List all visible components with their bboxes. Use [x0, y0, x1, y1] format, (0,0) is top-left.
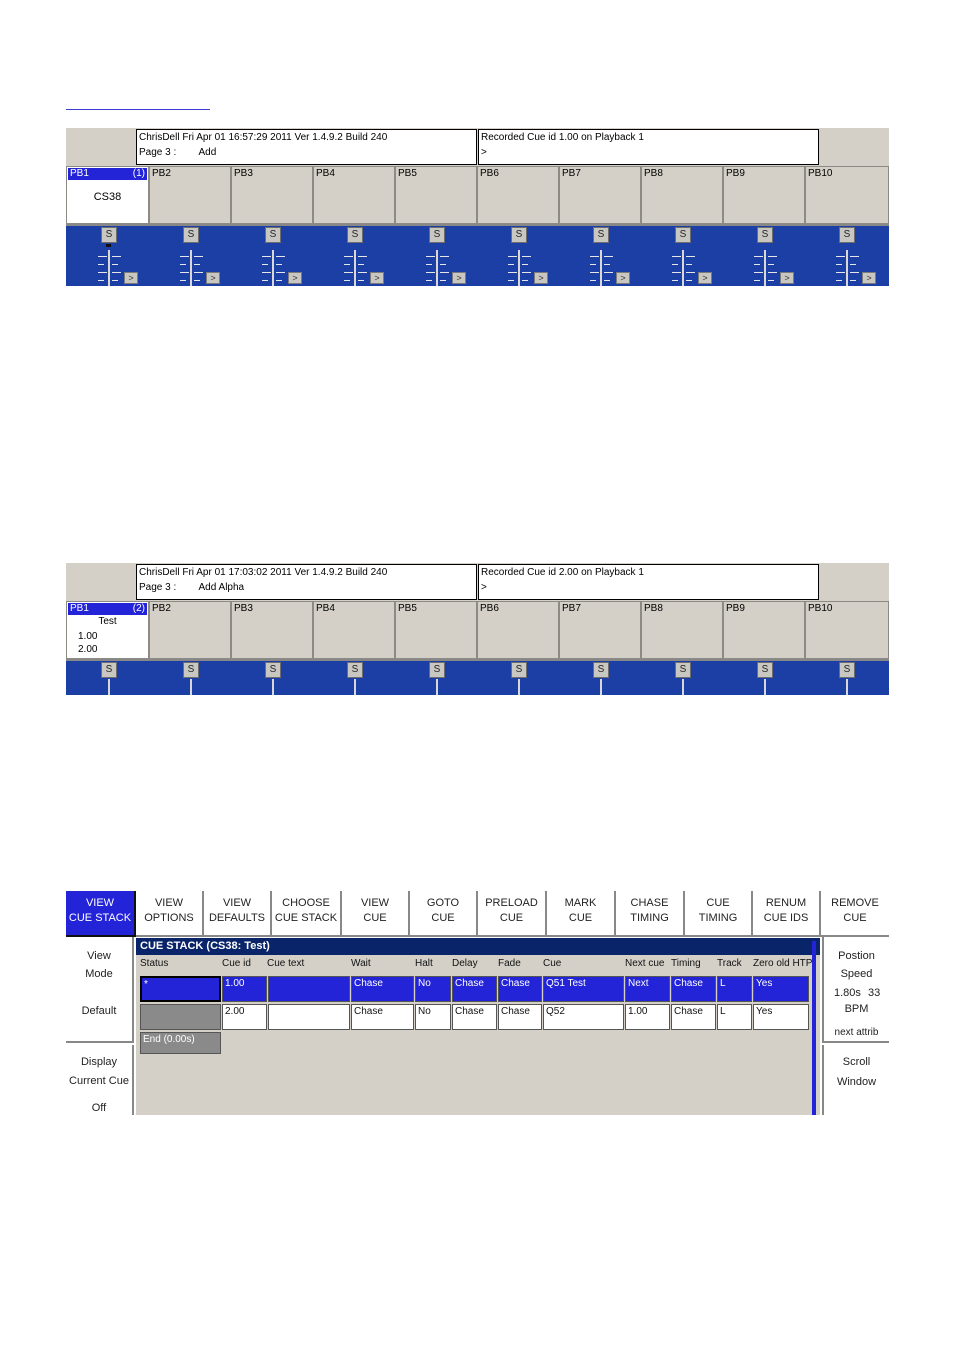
- solo-button[interactable]: S: [593, 662, 609, 678]
- fader-track[interactable]: [436, 679, 438, 695]
- fader-scale-mark: [590, 264, 596, 265]
- view-cue-button[interactable]: [342, 891, 410, 937]
- fader-expand-arrow[interactable]: >: [124, 272, 138, 284]
- message-text: Recorded Cue id 2.00 on Playback 1: [481, 567, 644, 578]
- playback-pb9[interactable]: [723, 166, 805, 224]
- pb-label: PB10: [808, 168, 833, 179]
- fader-track[interactable]: [190, 250, 192, 286]
- selected-indicator: [106, 244, 111, 247]
- fader-scale-mark: [850, 272, 859, 273]
- fader-scale-mark: [754, 280, 760, 281]
- playback-pb1[interactable]: [66, 601, 149, 659]
- fader-scale-mark: [426, 264, 432, 265]
- solo-button[interactable]: S: [839, 227, 855, 243]
- status-row: [66, 563, 889, 601]
- fader-scale-mark: [344, 264, 350, 265]
- message-box: [478, 564, 819, 600]
- fader-scale-mark: [262, 264, 268, 265]
- pb1-index: (1): [132, 168, 145, 179]
- fader-scale-mark: [836, 280, 842, 281]
- playback-pb6[interactable]: [477, 601, 559, 659]
- message-box: [478, 129, 819, 165]
- fader-track[interactable]: [108, 250, 110, 286]
- cell-wait[interactable]: Chase: [351, 976, 414, 1002]
- cell-cue-id[interactable]: 2.00: [222, 1004, 267, 1030]
- column-header-status[interactable]: Status: [140, 958, 169, 969]
- command-prompt[interactable]: >: [481, 582, 487, 593]
- fader-expand-arrow[interactable]: >: [616, 272, 630, 284]
- cell-cue[interactable]: Q51 Test: [543, 976, 624, 1002]
- status-info-box: [136, 564, 477, 600]
- fader-scale-mark: [508, 264, 514, 265]
- button-line1: MARK: [564, 897, 597, 909]
- view-cue-stack-button[interactable]: [66, 891, 136, 937]
- corner-box: [66, 563, 136, 601]
- button-line2: DEFAULTS: [208, 912, 266, 924]
- fader-scale-mark: [180, 264, 186, 265]
- playback-pb9[interactable]: [723, 601, 805, 659]
- fader-scale-mark: [358, 264, 364, 265]
- fader-scale-mark: [686, 272, 695, 273]
- playback-pb3[interactable]: [231, 601, 313, 659]
- fader-scale-mark: [194, 256, 203, 257]
- playback-pb4[interactable]: [313, 166, 395, 224]
- page-value: Add Alpha: [198, 582, 245, 593]
- status-text: ChrisDell Fri Apr 01 17:03:02 2011 Ver 1.4.9.2 Build 240: [139, 567, 388, 578]
- pb-label: PB9: [726, 168, 745, 179]
- fader-scale-mark: [850, 264, 856, 265]
- button-line1: VIEW: [360, 897, 390, 909]
- playback-pb7[interactable]: [559, 166, 641, 224]
- display-current-cue-button[interactable]: [66, 1045, 134, 1115]
- fader-track[interactable]: [682, 250, 684, 286]
- fader-scale-mark: [522, 264, 528, 265]
- fader-expand-arrow[interactable]: >: [288, 272, 302, 284]
- fader-bank: [66, 661, 889, 695]
- solo-button[interactable]: S: [429, 662, 445, 678]
- cell-fade[interactable]: Chase: [498, 1004, 542, 1030]
- fader-track[interactable]: [272, 679, 274, 695]
- solo-button[interactable]: S: [183, 662, 199, 678]
- fader-scale-mark: [440, 272, 449, 273]
- pb-label: PB6: [480, 603, 499, 614]
- status-info-box: [136, 129, 477, 165]
- button-line2: TIMING: [630, 912, 669, 924]
- button-line2: CUE: [843, 912, 867, 924]
- playback-pb7[interactable]: [559, 601, 641, 659]
- fader-scale-mark: [358, 272, 367, 273]
- button-line1: CHASE: [630, 897, 669, 909]
- fader-scale-mark: [604, 272, 613, 273]
- fader-scale-mark: [590, 280, 596, 281]
- solo-button[interactable]: S: [347, 662, 363, 678]
- cell-halt[interactable]: No: [415, 976, 451, 1002]
- fader-scale-mark: [276, 256, 285, 257]
- fader-scale-mark: [604, 280, 610, 281]
- fader-scale-mark: [98, 256, 107, 257]
- solo-button[interactable]: S: [511, 227, 527, 243]
- fader-track[interactable]: [764, 679, 766, 695]
- fader-scale-mark: [112, 256, 121, 257]
- fader-scale-mark: [180, 256, 189, 257]
- fader-scale-mark: [262, 272, 271, 273]
- column-header-timing[interactable]: Timing: [671, 958, 701, 969]
- button-line2: TIMING: [698, 912, 738, 924]
- fader-expand-arrow[interactable]: >: [780, 272, 794, 284]
- fader-scale-mark: [836, 272, 845, 273]
- playback-pb8[interactable]: [641, 601, 723, 659]
- view-label: View: [87, 950, 111, 962]
- playback-pb5[interactable]: [395, 166, 477, 224]
- fader-track[interactable]: [600, 250, 602, 286]
- fader-scale-mark: [754, 256, 763, 257]
- fader-track[interactable]: [272, 250, 274, 286]
- fader-expand-arrow[interactable]: >: [862, 272, 876, 284]
- pb-label: PB8: [644, 603, 663, 614]
- solo-button[interactable]: S: [839, 662, 855, 678]
- message-text: Recorded Cue id 1.00 on Playback 1: [481, 132, 644, 143]
- pb1-cue-stack-name: CS38: [93, 191, 122, 203]
- fader-scale-mark: [508, 280, 514, 281]
- fader-expand-arrow[interactable]: >: [534, 272, 548, 284]
- fader-scale-mark: [426, 256, 435, 257]
- pb1-header: [68, 603, 147, 615]
- button-line1: CHOOSE: [282, 897, 330, 909]
- button-line2: CUE: [431, 912, 455, 924]
- column-header-delay[interactable]: Delay: [452, 958, 478, 969]
- fader-scale-mark: [604, 256, 613, 257]
- fader-scale-mark: [440, 264, 446, 265]
- playback-row: [66, 166, 889, 226]
- fader-scale-mark: [768, 280, 774, 281]
- fader-scale-mark: [98, 272, 107, 273]
- fader-scale-mark: [426, 272, 435, 273]
- bpm-label: BPM: [844, 1003, 869, 1015]
- cue-stack-grid: [136, 938, 820, 1115]
- pb-label: PB7: [562, 603, 581, 614]
- cell-halt[interactable]: No: [415, 1004, 451, 1030]
- solo-button[interactable]: S: [265, 662, 281, 678]
- column-header-cue-id[interactable]: Cue id: [222, 958, 251, 969]
- cell-track[interactable]: L: [717, 976, 752, 1002]
- fader-scale-mark: [522, 272, 531, 273]
- pb-label: PB4: [316, 603, 335, 614]
- playback-pb5[interactable]: [395, 601, 477, 659]
- fader-bank: [66, 226, 889, 286]
- pb1-cue-id: 1.00: [78, 631, 98, 642]
- button-line1: PRELOAD: [485, 897, 538, 909]
- cue-timing-button[interactable]: [685, 891, 753, 937]
- fader-scale-mark: [112, 264, 118, 265]
- column-header-halt[interactable]: Halt: [415, 958, 433, 969]
- fader-scale-mark: [194, 280, 200, 281]
- scroll-label: Scroll: [842, 1056, 871, 1068]
- scroll-window-button[interactable]: [822, 1045, 889, 1115]
- page-value: Add: [198, 147, 217, 158]
- cell-wait[interactable]: Chase: [351, 1004, 414, 1030]
- pb1-index: (2): [132, 603, 145, 614]
- status-row: [66, 128, 889, 166]
- fader-scale-mark: [194, 264, 200, 265]
- fader-scale-mark: [672, 272, 681, 273]
- playback-pb2[interactable]: [149, 166, 231, 224]
- fader-track[interactable]: [354, 250, 356, 286]
- column-header-cue-text[interactable]: Cue text: [267, 958, 305, 969]
- cell-cue-text[interactable]: [268, 976, 350, 1002]
- fader-scale-mark: [522, 256, 531, 257]
- cell-delay[interactable]: Chase: [452, 976, 497, 1002]
- fader-scale-mark: [590, 256, 599, 257]
- solo-button[interactable]: S: [593, 227, 609, 243]
- cue-stack-end-row[interactable]: End (0.00s): [140, 1032, 221, 1054]
- solo-button[interactable]: S: [757, 227, 773, 243]
- fader-track[interactable]: [190, 679, 192, 695]
- fader-scale-mark: [98, 264, 104, 265]
- view-mode-button[interactable]: [66, 937, 134, 1043]
- fader-scale-mark: [262, 280, 268, 281]
- pb-label: PB9: [726, 603, 745, 614]
- view-options-button[interactable]: [136, 891, 204, 937]
- solo-button[interactable]: S: [265, 227, 281, 243]
- speed-value: 1.80s: [834, 987, 861, 999]
- pb-label: PB8: [644, 168, 663, 179]
- playback-pb10[interactable]: [805, 601, 889, 659]
- pb-label: PB4: [316, 168, 335, 179]
- pb-label: PB5: [398, 168, 417, 179]
- status-text: ChrisDell Fri Apr 01 16:57:29 2011 Ver 1.4.9.2 Build 240: [139, 132, 388, 143]
- pb-label: PB6: [480, 168, 499, 179]
- solo-button[interactable]: S: [101, 227, 117, 243]
- preload-cue-button[interactable]: [478, 891, 547, 937]
- solo-button[interactable]: S: [675, 662, 691, 678]
- fader-expand-arrow[interactable]: >: [698, 272, 712, 284]
- playback-pb2[interactable]: [149, 601, 231, 659]
- button-line2: OPTIONS: [144, 912, 194, 924]
- fader-scale-mark: [358, 256, 367, 257]
- fader-scale-mark: [508, 272, 517, 273]
- grid-scrollbar[interactable]: [812, 941, 816, 1115]
- fader-scale-mark: [850, 256, 859, 257]
- solo-button[interactable]: S: [183, 227, 199, 243]
- button-line1: VIEW: [222, 897, 252, 909]
- pb1-cue-id: 2.00: [78, 644, 98, 655]
- position-speed-button[interactable]: [822, 937, 889, 1043]
- current-cue-label: Current Cue: [69, 1075, 129, 1087]
- fader-scale-mark: [672, 280, 678, 281]
- fader-track[interactable]: [108, 679, 110, 695]
- playback-row: [66, 601, 889, 661]
- playback-pb8[interactable]: [641, 166, 723, 224]
- solo-button[interactable]: S: [347, 227, 363, 243]
- mark-cue-button[interactable]: [547, 891, 616, 937]
- fader-track[interactable]: [682, 679, 684, 695]
- playback-panel-2: [66, 563, 889, 695]
- fader-scale-mark: [590, 272, 599, 273]
- choose-cue-stack-button[interactable]: [272, 891, 342, 937]
- button-line1: REMOVE: [831, 897, 879, 909]
- cell-status[interactable]: [140, 1004, 221, 1030]
- column-header-wait[interactable]: Wait: [351, 958, 371, 969]
- fader-scale-mark: [440, 256, 449, 257]
- mode-label: Mode: [85, 968, 113, 980]
- fader-scale-mark: [344, 256, 353, 257]
- command-prompt[interactable]: >: [481, 147, 487, 158]
- playback-pb1[interactable]: [66, 166, 149, 224]
- fader-scale-mark: [768, 264, 774, 265]
- pb-label: PB3: [234, 603, 253, 614]
- solo-button[interactable]: S: [429, 227, 445, 243]
- pb-label: PB5: [398, 603, 417, 614]
- fader-scale-mark: [672, 256, 681, 257]
- mode-value: Default: [81, 1005, 117, 1017]
- fader-scale-mark: [262, 256, 271, 257]
- fader-track[interactable]: [518, 250, 520, 286]
- button-line1: VIEW: [85, 897, 115, 909]
- pb1-name: PB1: [70, 603, 89, 614]
- fader-scale-mark: [686, 280, 692, 281]
- solo-button[interactable]: S: [757, 662, 773, 678]
- playback-pb6[interactable]: [477, 166, 559, 224]
- cell-next-cue[interactable]: Next: [625, 976, 670, 1002]
- playback-pb4[interactable]: [313, 601, 395, 659]
- cell-cue[interactable]: Q52: [543, 1004, 624, 1030]
- fader-scale-mark: [686, 256, 695, 257]
- button-line2: CUE STACK: [68, 912, 132, 924]
- solo-button[interactable]: S: [675, 227, 691, 243]
- column-header-fade[interactable]: Fade: [498, 958, 521, 969]
- fader-scale-mark: [344, 272, 353, 273]
- pb-label: PB3: [234, 168, 253, 179]
- fader-track[interactable]: [600, 679, 602, 695]
- fader-scale-mark: [768, 272, 777, 273]
- button-line1: RENUM: [765, 897, 807, 909]
- display-label: Display: [80, 1056, 118, 1068]
- pb1-name: PB1: [70, 168, 89, 179]
- cell-fade[interactable]: Chase: [498, 976, 542, 1002]
- cell-timing[interactable]: Chase: [671, 1004, 716, 1030]
- cell-zero-old-htp[interactable]: Yes: [753, 1004, 809, 1030]
- fader-scale-mark: [358, 280, 364, 281]
- cue-stack-window: [66, 891, 889, 1115]
- hyperlink-underline[interactable]: [66, 108, 210, 110]
- fader-track[interactable]: [518, 679, 520, 695]
- cell-cue-text[interactable]: [268, 1004, 350, 1030]
- fader-track[interactable]: [764, 250, 766, 286]
- button-line1: VIEW: [154, 897, 184, 909]
- fader-scale-mark: [276, 272, 285, 273]
- solo-button[interactable]: S: [101, 662, 117, 678]
- cell-next-cue[interactable]: 1.00: [625, 1004, 670, 1030]
- next-attrib-label: next attrib: [834, 1027, 879, 1038]
- page-label: Page 3 :: [139, 147, 177, 158]
- pb1-cue-stack-name: Test: [98, 616, 117, 627]
- position-label: Postion: [838, 950, 875, 962]
- cell-delay[interactable]: Chase: [452, 1004, 497, 1030]
- pb-label: PB2: [152, 603, 171, 614]
- column-header-track[interactable]: Track: [717, 958, 742, 969]
- remove-cue-button[interactable]: [821, 891, 889, 937]
- fader-scale-mark: [194, 272, 203, 273]
- button-line2: CUE STACK: [274, 912, 338, 924]
- fader-scale-mark: [180, 280, 186, 281]
- speed-label: Speed: [840, 968, 873, 980]
- fader-scale-mark: [686, 264, 692, 265]
- fader-scale-mark: [508, 256, 517, 257]
- pb-label: PB2: [152, 168, 171, 179]
- display-value: Off: [91, 1102, 107, 1114]
- button-line2: CUE: [499, 912, 524, 924]
- corner-box: [66, 128, 136, 166]
- column-header-next-cue[interactable]: Next cue: [625, 958, 665, 969]
- cell-zero-old-htp[interactable]: Yes: [753, 976, 809, 1002]
- window-label: Window: [836, 1076, 877, 1088]
- cell-cue-id[interactable]: 1.00: [222, 976, 267, 1002]
- pb-label: PB10: [808, 603, 833, 614]
- fader-scale-mark: [112, 280, 118, 281]
- cell-track[interactable]: L: [717, 1004, 752, 1030]
- renum-cue-ids-button[interactable]: [753, 891, 821, 937]
- fader-expand-arrow[interactable]: >: [452, 272, 466, 284]
- button-line2: CUE IDS: [763, 912, 809, 924]
- fader-scale-mark: [180, 272, 189, 273]
- fader-expand-arrow[interactable]: >: [370, 272, 384, 284]
- fader-scale-mark: [768, 256, 777, 257]
- bpm-value: 33: [868, 987, 881, 999]
- fader-scale-mark: [344, 280, 350, 281]
- button-line1: GOTO: [426, 897, 460, 909]
- fader-scale-mark: [98, 280, 104, 281]
- goto-cue-button[interactable]: [410, 891, 478, 937]
- fader-scale-mark: [754, 272, 763, 273]
- pb1-header: [68, 168, 147, 180]
- pb-label: PB7: [562, 168, 581, 179]
- fader-track[interactable]: [436, 250, 438, 286]
- solo-button[interactable]: S: [511, 662, 527, 678]
- fader-scale-mark: [276, 280, 282, 281]
- fader-track[interactable]: [354, 679, 356, 695]
- column-header-zero-old-htp[interactable]: Zero old HTP: [753, 958, 813, 969]
- fader-scale-mark: [440, 280, 446, 281]
- button-line1: CUE: [706, 897, 730, 909]
- button-line2: CUE: [568, 912, 593, 924]
- cue-stack-title: CUE STACK (CS38: Test): [136, 938, 820, 955]
- fader-track[interactable]: [846, 679, 848, 695]
- fader-track[interactable]: [846, 250, 848, 286]
- fader-scale-mark: [836, 264, 842, 265]
- playback-pb10[interactable]: [805, 166, 889, 224]
- fader-scale-mark: [112, 272, 121, 273]
- cell-status[interactable]: *: [140, 976, 221, 1002]
- column-header-cue[interactable]: Cue: [543, 958, 562, 969]
- playback-panel-1: [66, 128, 889, 286]
- fader-scale-mark: [426, 280, 432, 281]
- fader-scale-mark: [850, 280, 856, 281]
- fader-scale-mark: [522, 280, 528, 281]
- fader-scale-mark: [672, 264, 678, 265]
- page-label: Page 3 :: [139, 582, 177, 593]
- fader-scale-mark: [836, 256, 845, 257]
- chase-timing-button[interactable]: [616, 891, 685, 937]
- view-defaults-button[interactable]: [204, 891, 272, 937]
- button-line2: CUE: [363, 912, 387, 924]
- fader-scale-mark: [276, 264, 282, 265]
- fader-expand-arrow[interactable]: >: [206, 272, 220, 284]
- fader-scale-mark: [604, 264, 610, 265]
- playback-pb3[interactable]: [231, 166, 313, 224]
- cell-timing[interactable]: Chase: [671, 976, 716, 1002]
- fader-scale-mark: [754, 264, 760, 265]
